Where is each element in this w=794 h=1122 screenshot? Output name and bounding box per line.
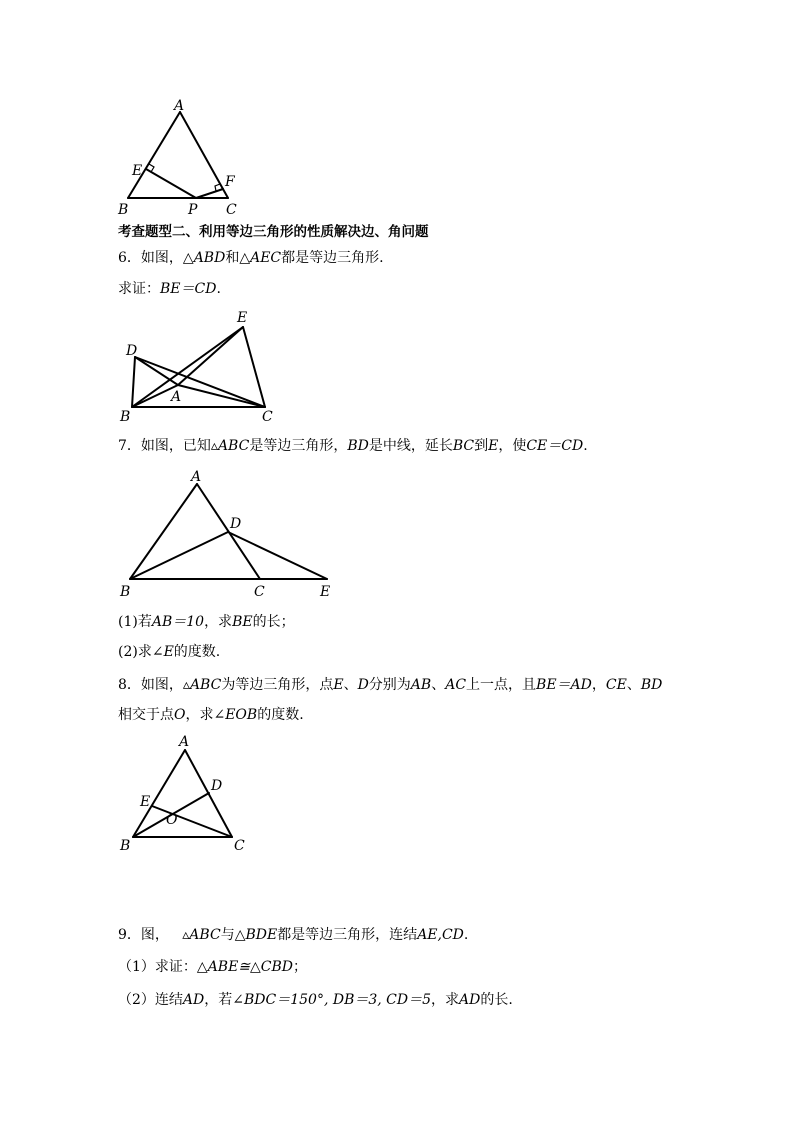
q8-text: 相交于点 [118, 707, 174, 723]
figure-1-triangle-perpendiculars [110, 95, 250, 220]
q8-math: O [174, 707, 186, 723]
q8-math: AC [445, 677, 467, 693]
q8-text: 的度数. [257, 707, 304, 723]
q6-line-1 [118, 248, 384, 268]
q9-math: AE,CD [417, 927, 464, 943]
q8-text: 、 [343, 677, 358, 693]
q8-text: 为等边三角形，点 [221, 677, 334, 693]
q8-text: ，求 [185, 707, 214, 723]
label-e: E [132, 163, 143, 179]
side-db [132, 357, 135, 407]
q8-text: 分别为 [368, 677, 411, 693]
q8-line-1 [118, 675, 662, 695]
label-b: B [120, 838, 131, 854]
label-b: B [120, 584, 131, 600]
q6-math: BE＝CD [160, 281, 217, 297]
q8-math: ▵ABC [182, 677, 222, 693]
label-a: A [171, 389, 182, 405]
q8-text: 如图， [140, 677, 183, 693]
q8-line-2 [118, 705, 304, 725]
q9-text: （2）连结 [118, 992, 183, 1008]
q7-part-2 [118, 642, 220, 662]
q9-text: . [463, 927, 469, 943]
segment-bd [130, 532, 228, 579]
q7-line-1 [118, 436, 588, 456]
q8-math: AB [410, 677, 432, 693]
q6-text: 如图， [140, 250, 183, 266]
q7-math: BC [452, 438, 475, 454]
q8-math: D [357, 677, 369, 693]
q9-part-2 [118, 990, 513, 1010]
segment-pf [196, 189, 223, 198]
label-c: C [234, 838, 245, 854]
q7-math: BD [347, 438, 369, 454]
q9-math: ▵ABC [182, 927, 221, 943]
q8-math: CE [605, 677, 627, 693]
q9-part-1 [118, 957, 307, 977]
q9-text: 都是等边三角形，连结 [277, 927, 418, 943]
q7-math: BE [232, 614, 253, 630]
q7-part-1 [118, 612, 295, 632]
label-d: D [230, 516, 242, 532]
q9-math: AD [182, 992, 205, 1008]
q9-math: △BDE [234, 927, 278, 943]
side-ab [130, 484, 197, 579]
label-b: B [120, 409, 131, 425]
segment-de [228, 532, 327, 579]
q7-text: (1)若 [118, 614, 152, 630]
q6-line-2 [118, 279, 221, 299]
label-a: A [191, 469, 202, 485]
q9-math: AD [459, 992, 481, 1008]
q7-math: AB＝10 [151, 614, 205, 630]
label-a: A [174, 98, 185, 114]
q9-text: 图， [140, 927, 169, 943]
q8-math: BE＝AD [536, 677, 592, 693]
q8-number: 8． [118, 677, 141, 693]
label-f: F [225, 174, 235, 190]
q7-math: CE＝CD [526, 438, 584, 454]
q6-math: △ABD [182, 250, 226, 266]
q8-math: ∠EOB [213, 707, 258, 723]
label-c: C [262, 409, 273, 425]
q7-text: 到 [474, 438, 489, 454]
q8-text: 、 [431, 677, 446, 693]
q7-text: ，使 [498, 438, 527, 454]
side-ec [243, 327, 265, 407]
segment-ce [152, 806, 232, 837]
q8-text: 、 [626, 677, 641, 693]
q7-math: E [488, 438, 499, 454]
label-c: C [254, 584, 265, 600]
q7-text: 的长； [252, 614, 295, 630]
q9-math: ∠BDC＝150°, DB＝3, CD＝5 [232, 992, 432, 1008]
q9-text: ，求 [431, 992, 460, 1008]
figure-q7 [110, 462, 350, 607]
q6-text: 求证： [118, 281, 160, 297]
q9-math: △ABE≅△CBD [196, 959, 294, 975]
q7-number: 7． [118, 438, 141, 454]
figure-q8 [110, 730, 260, 860]
q7-math: ∠E [151, 644, 174, 660]
q9-number: 9． [118, 927, 141, 943]
q7-text: 如图，已知 [140, 438, 211, 454]
side-ac [178, 385, 265, 407]
q7-text: 是等边三角形， [249, 438, 348, 454]
label-e: E [140, 794, 151, 810]
q6-math: △AEC [239, 250, 282, 266]
q9-text: 与 [220, 927, 235, 943]
q9-text: ，若 [204, 992, 233, 1008]
q6-text: 都是等边三角形. [281, 250, 384, 266]
q7-text: 是中线，延长 [368, 438, 453, 454]
q6-number: 6． [118, 250, 141, 266]
q6-text: . [216, 281, 221, 297]
q8-math: E [333, 677, 344, 693]
q9-text: （1）求证： [118, 959, 197, 975]
label-o: O [166, 812, 178, 828]
q8-text: ， [591, 677, 606, 693]
side-ac [180, 112, 228, 198]
label-d: D [211, 778, 223, 794]
q9-text: 的长. [480, 992, 513, 1008]
q9-line-1 [118, 925, 468, 945]
label-a: A [179, 734, 190, 750]
q7-text: 的度数. [173, 644, 221, 660]
label-e: E [320, 584, 331, 600]
q7-text: ，求 [204, 614, 233, 630]
segment-pe [146, 169, 196, 198]
label-d: D [126, 343, 138, 359]
section-heading: 考查题型二、利用等边三角形的性质解决边、角问题 [118, 224, 429, 240]
q7-text: (2)求 [118, 644, 152, 660]
figure-q6 [115, 305, 285, 430]
q8-text: 上一点，且 [466, 677, 537, 693]
q9-text: ； [293, 959, 308, 975]
label-c: C [226, 202, 237, 218]
q7-text: . [583, 438, 588, 454]
label-b: B [118, 202, 129, 218]
q8-math: BD [640, 677, 663, 693]
label-p: P [188, 202, 198, 218]
label-e: E [237, 310, 248, 326]
q7-math: ▵ABC [210, 438, 250, 454]
q6-text: 和 [225, 250, 240, 266]
